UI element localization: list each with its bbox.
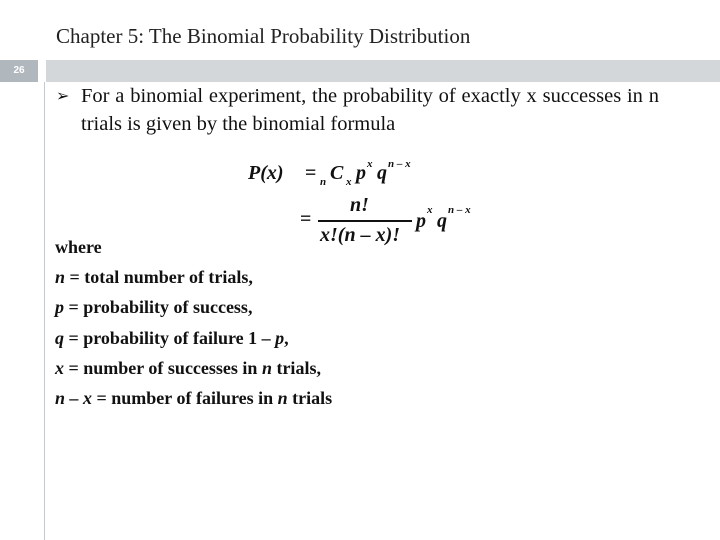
definition-text: = total number of trials, [65, 267, 253, 288]
definition-p [55, 292, 332, 322]
fraction-numerator: n! [350, 194, 369, 216]
definition-tail: trials [287, 388, 333, 409]
definition-n-minus-x [55, 383, 332, 413]
equals-sign-2: = [300, 208, 312, 230]
p-term-2: p [416, 210, 426, 232]
definition-text: = number of failures in [92, 388, 278, 409]
formula-lhs: P(x) [248, 162, 284, 184]
p-term: p [356, 162, 366, 184]
definition-n [55, 262, 332, 292]
q-exponent-2: n – x [448, 204, 471, 216]
formula-line-1 [246, 152, 486, 186]
definitions-list [55, 232, 332, 413]
definition-x [55, 353, 332, 383]
definition-text: = probability of failure 1 – [64, 327, 276, 348]
definition-tail: , [284, 327, 289, 348]
equals-sign: = [305, 162, 317, 184]
definition-symbol: q [55, 327, 64, 348]
combination-symbol: C [330, 162, 344, 184]
combination-x: x [346, 176, 352, 188]
definition-symbol-2: n [261, 357, 272, 378]
q-exponent: n – x [388, 158, 411, 170]
fraction-denominator: x!(n – x)! [320, 224, 401, 246]
p-exponent: x [367, 158, 373, 170]
definition-q [55, 323, 332, 353]
page-number-badge: 26 [0, 60, 38, 82]
p-exponent-2: x [427, 204, 433, 216]
definition-symbol: p [55, 297, 64, 318]
definition-text: = probability of success, [64, 297, 253, 318]
definition-text: = number of successes in [64, 357, 262, 378]
combination-n: n [320, 176, 327, 188]
arrow-bullet-icon: ➢ [56, 88, 70, 105]
header-bar [46, 60, 720, 82]
q-term-2: q [437, 210, 447, 232]
slide-title: Chapter 5: The Binomial Probability Distribution [56, 24, 471, 48]
definition-symbol-2: p [275, 327, 285, 348]
definitions-intro: where [55, 237, 102, 257]
fraction-bar [318, 220, 412, 222]
intro-paragraph: For a binomial experiment, the probability of exactly x successes in n trials is given by the binomial formula [81, 85, 659, 135]
left-divider [44, 82, 45, 540]
definition-symbol: n [55, 267, 66, 288]
definition-symbol: x [55, 357, 64, 378]
q-term: q [377, 162, 387, 184]
definition-symbol-2: n [277, 388, 288, 409]
definition-tail: trials, [271, 357, 321, 378]
definition-symbol: n – x [55, 388, 93, 409]
